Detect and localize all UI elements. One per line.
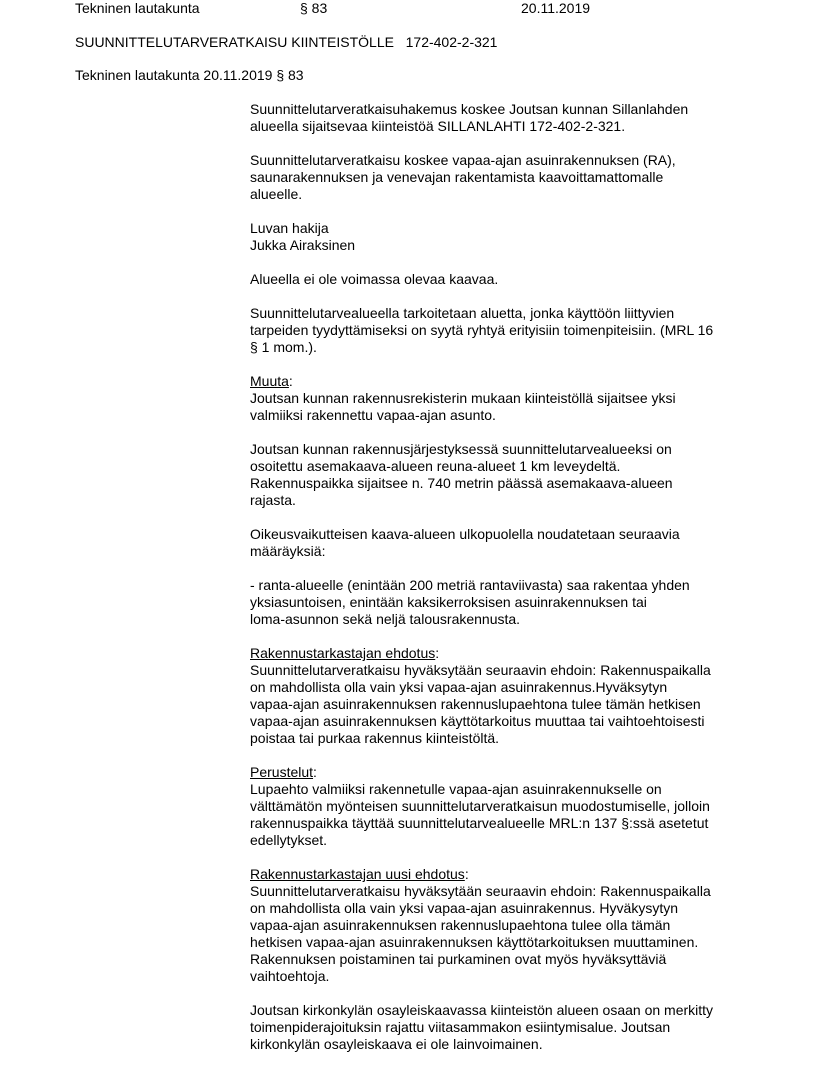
section-heading-text: Perustelut — [250, 764, 314, 780]
paragraph — [250, 645, 770, 747]
paragraph — [250, 101, 770, 135]
header-section: § 83 — [300, 0, 328, 16]
paragraph — [250, 152, 770, 203]
paragraph-line: yksiasuntoisen, enintään kaksikerroksisen asuinrakennuksen tai — [250, 594, 647, 610]
paragraph-line: vapaa-ajan asuinrakennuksen käyttötarkoitus muuttaa tai vaihtoehtoisesti — [250, 713, 705, 729]
paragraph-line: kirkonkylän osayleiskaava ei ole lainvoimainen. — [250, 1036, 543, 1052]
paragraph-line: edellytykset. — [250, 832, 328, 848]
paragraph-line: Rakennuspaikka sijaitsee n. 740 metrin päässä asemakaava-alueen — [250, 475, 673, 491]
paragraph-line: loma-asunnon sekä neljä talousrakennusta. — [250, 611, 521, 627]
paragraph-line: Joutsan kunnan rakennusrekisterin mukaan kiinteistöllä sijaitsee yksi — [250, 390, 676, 406]
paragraph — [250, 271, 770, 288]
paragraph-line: Suunnittelutarveratkaisu koskee vapaa-ajan asuinrakennuksen (RA), — [250, 152, 676, 168]
paragraph-line: Suunnittelutarvealueella tarkoitetaan aluetta, jonka käyttöön liittyvien — [250, 305, 675, 321]
paragraph — [250, 577, 770, 628]
paragraph-line: Rakennuksen poistaminen tai purkaminen ovat myös hyväksyttäviä — [250, 951, 667, 967]
paragraph-line: Lupaehto valmiiksi rakennetulle vapaa-ajan asuinrakennukselle on — [250, 781, 662, 797]
paragraph-line: Joutsan kunnan rakennusjärjestyksessä suunnittelutarvealueeksi on — [250, 441, 672, 457]
paragraph — [250, 305, 770, 356]
paragraph-line: toimenpiderajoituksin rajattu viitasammakon esiintymisalue. Joutsan — [250, 1019, 671, 1035]
paragraph-line: Alueella ei ole voimassa olevaa kaavaa. — [250, 271, 499, 287]
paragraph-line: rajasta. — [250, 492, 296, 508]
section-heading: Perustelut: — [250, 764, 317, 780]
paragraph-line: Suunnittelutarveratkaisuhakemus koskee Joutsan kunnan Sillanlahden — [250, 101, 689, 117]
paragraph-line: alueella sijaitsevaa kiinteistöä SILLANLAHTI 172-402-2-321. — [250, 118, 626, 134]
paragraph-line: alueelle. — [250, 186, 303, 202]
paragraph-line: Luvan hakija — [250, 220, 329, 236]
header-committee: Tekninen lautakunta — [75, 0, 200, 16]
paragraph-line: vapaa-ajan asuinrakennuksen rakennuslupaehtona tulee tämän hetkisen — [250, 696, 701, 712]
paragraph-line: määräyksiä: — [250, 543, 326, 559]
paragraph-line: Joutsan kirkonkylän osayleiskaavassa kiinteistön alueen osaan on merkitty — [250, 1002, 714, 1018]
paragraph-line: Suunnittelutarveratkaisu hyväksytään seuraavin ehdoin: Rakennuspaikalla — [250, 662, 711, 678]
paragraph-line: Suunnittelutarveratkaisu hyväksytään seuraavin ehdoin: Rakennuspaikalla — [250, 883, 711, 899]
section-heading-text: Muuta — [250, 373, 289, 389]
paragraph-line: on mahdollista olla vain yksi vapaa-ajan asuinrakennus. Hyväkysytyn — [250, 900, 678, 916]
paragraph-line: tarpeiden tyydyttämiseksi on syytä ryhtyä erityisiin toimenpiteisiin. (MRL 16 — [250, 322, 714, 338]
header-date: 20.11.2019 — [521, 0, 591, 16]
paragraph-line: vapaa-ajan asuinrakennuksen rakennuslupaehtona tulee olla tämän — [250, 917, 671, 933]
paragraph-line: hetkisen vapaa-ajan asuinrakennuksen käyttötarkoituksen muuttaminen. — [250, 934, 699, 950]
paragraph — [250, 373, 770, 424]
paragraph-line: § 1 mom.). — [250, 339, 317, 355]
paragraph-line: vaihtoehtoja. — [250, 968, 330, 984]
paragraph-line: Oikeusvaikutteisen kaava-alueen ulkopuolella noudatetaan seuraavia — [250, 526, 680, 542]
paragraph-line: valmiiksi rakennettu vapaa-ajan asunto. — [250, 407, 496, 423]
paragraph-line: Jukka Airaksinen — [250, 237, 356, 253]
paragraph-line: poistaa tai purkaa rakennus kiinteistöltä. — [250, 730, 500, 746]
meeting-reference: Tekninen lautakunta 20.11.2019 § 83 — [75, 67, 304, 83]
section-heading: Muuta: — [250, 373, 293, 389]
paragraph — [250, 866, 770, 985]
section-heading-text: Rakennustarkastajan uusi ehdotus — [250, 866, 465, 882]
section-heading: Rakennustarkastajan uusi ehdotus: — [250, 866, 469, 882]
paragraph — [250, 526, 770, 560]
paragraph — [250, 441, 770, 509]
section-heading: Rakennustarkastajan ehdotus: — [250, 645, 440, 661]
paragraph-line: rakennuspaikka täyttää suunnittelutarvealueelle MRL:n 137 §:ssä asetetut — [250, 815, 709, 831]
document-body — [250, 101, 770, 1070]
paragraph-line: saunarakennuksen ja venevajan rakentamista kaavoittamattomalle — [250, 169, 664, 185]
section-heading-text: Rakennustarkastajan ehdotus — [250, 645, 436, 661]
paragraph-line: osoitettu asemakaava-alueen reuna-alueet 1 km leveydeltä. — [250, 458, 621, 474]
paragraph-line: välttämätön myönteisen suunnittelutarveratkaisun muodostumiselle, jolloin — [250, 798, 710, 814]
document-title: SUUNNITTELUTARVERATKAISU KIINTEISTÖLLE 172-402-2-321 — [75, 34, 498, 50]
paragraph-line: on mahdollista olla vain yksi vapaa-ajan asuinrakennus.Hyväksytyn — [250, 679, 668, 695]
paragraph — [250, 1002, 770, 1053]
paragraph-line: - ranta-alueelle (enintään 200 metriä rantaviivasta) saa rakentaa yhden — [250, 577, 690, 593]
paragraph — [250, 764, 770, 849]
paragraph — [250, 220, 770, 254]
